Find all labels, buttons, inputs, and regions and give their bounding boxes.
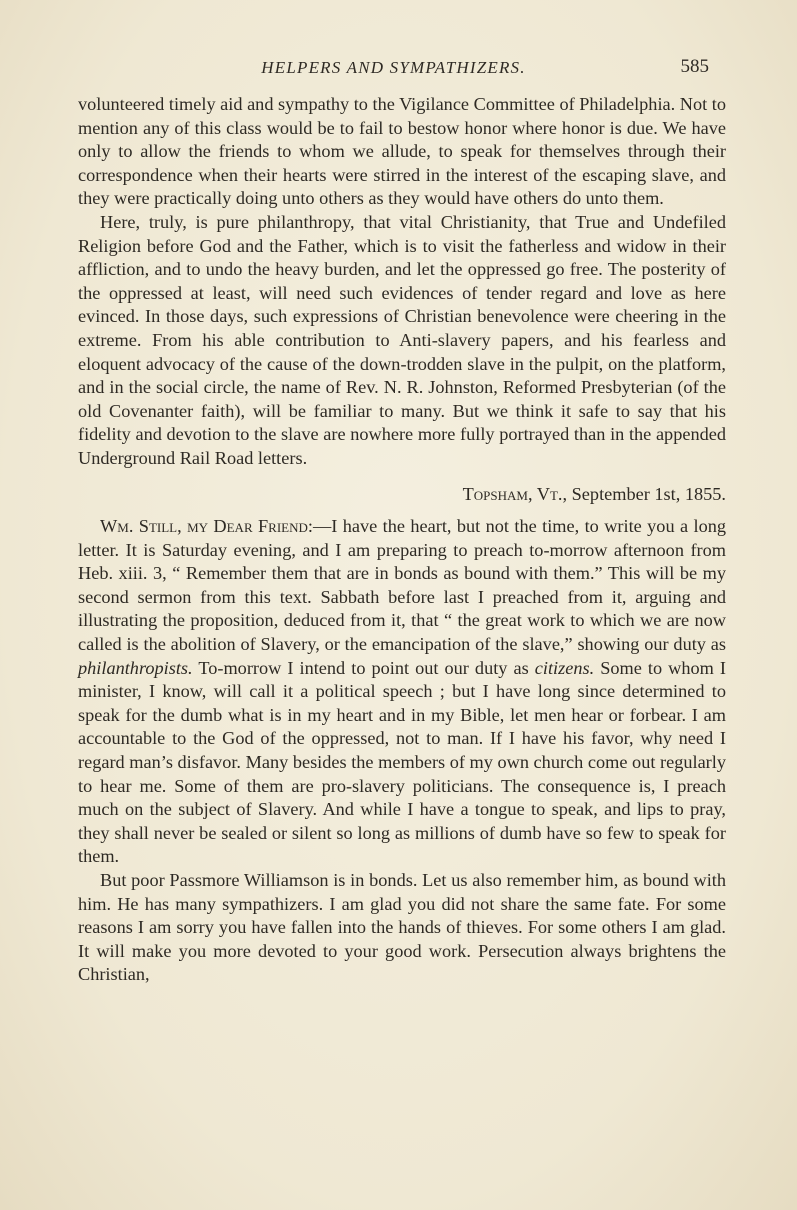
dateline-place: Topsham, Vt., xyxy=(462,483,568,504)
letter-body-b: To-morrow I intend to point out our duty as xyxy=(198,657,529,678)
letter-body-c: Some to whom I minister, I know, will call it a political speech ; but I have long since determined to speak for the dumb what is in my heart and in my Bible, let men hear or forbear. I am accountable to the God of the oppressed, not to man. If I have his favor, why need I regard man’s disfavor. Many besides the members of my own church come out regularly to hear me. Some of them are pro-slavery politicians. The consequence is, I preach much on the subject of Slavery. And while I have a tongue to speak, and lips to pray, they shall never be sealed or silent so long as millions of dumb have so few to speak for them. xyxy=(78,657,726,867)
body-text xyxy=(78,93,726,987)
letter-paragraph xyxy=(78,515,726,869)
letter-body-a: :—I have the heart, but not the time, to write you a long letter. It is Saturday evening, and I am preparing to preach to-morrow afternoon from Heb. xiii. 3, “ Remember them that are in bonds as bound with them.” This will be my second sermon from this text. Sabbath before last I preached from it, arguing and illustrating the proposition, deduced from it, that “ the great work to which we are now called is the abolition of Slavery, or the emancipation of the slave,” showing our duty as xyxy=(78,516,726,655)
dateline-date: September 1st, 1855. xyxy=(571,483,726,504)
page-number: 585 xyxy=(680,56,709,77)
term-philanthropists: philanthropists. xyxy=(78,657,193,678)
paragraph-intro: volunteered timely aid and sympathy to the Vigilance Committee of Philadelphia. Not to mention any of this class would be to fail to bestow honor where honor is due. We have only to allow the friends to whom we allude, to speak for themselves through their correspondence when their hearts were stirred in the interest of the escaping slave, and they were practically doing unto others as they would have others do unto them. xyxy=(78,94,726,209)
letter-dateline xyxy=(78,483,726,507)
page-header xyxy=(78,58,709,86)
letter-paragraph-williamson: But poor Passmore Williamson is in bonds. Let us also remember him, as bound with him. He has many sympathizers. I am glad you did not share the same fate. For some reasons I am sorry you have fallen into the hands of thieves. For some others I am glad. It will make you more devoted to your good work. Persecution always brightens the Christian, xyxy=(78,870,726,985)
letter-salutation: Wm. Still, my Dear Friend xyxy=(100,516,308,537)
running-title: HELPERS AND SYMPATHIZERS. xyxy=(261,58,526,77)
paragraph-philanthropy: Here, truly, is pure philanthropy, that vital Christianity, that True and Undefiled Religion before God and the Father, which is to visit the fatherless and widow in their affliction, and to undo the heavy burden, and let the oppressed go free. The posterity of the oppressed at least, will need such evidences of tender regard and love as here evinced. In those days, such expressions of Christian benevolence were cheering in the extreme. From his able contribution to Anti-slavery papers, and his fearless and eloquent advocacy of the cause of the down-trodden slave in the pulpit, on the platform, and in the social circle, the name of Rev. N. R. Johnston, Reformed Presbyterian (of the old Covenanter faith), will be familiar to many. But we think it safe to say that his fidelity and devotion to the slave are nowhere more fully portrayed than in the appended Underground Rail Road letters. xyxy=(78,211,726,468)
term-citizens: citizens. xyxy=(534,657,595,678)
